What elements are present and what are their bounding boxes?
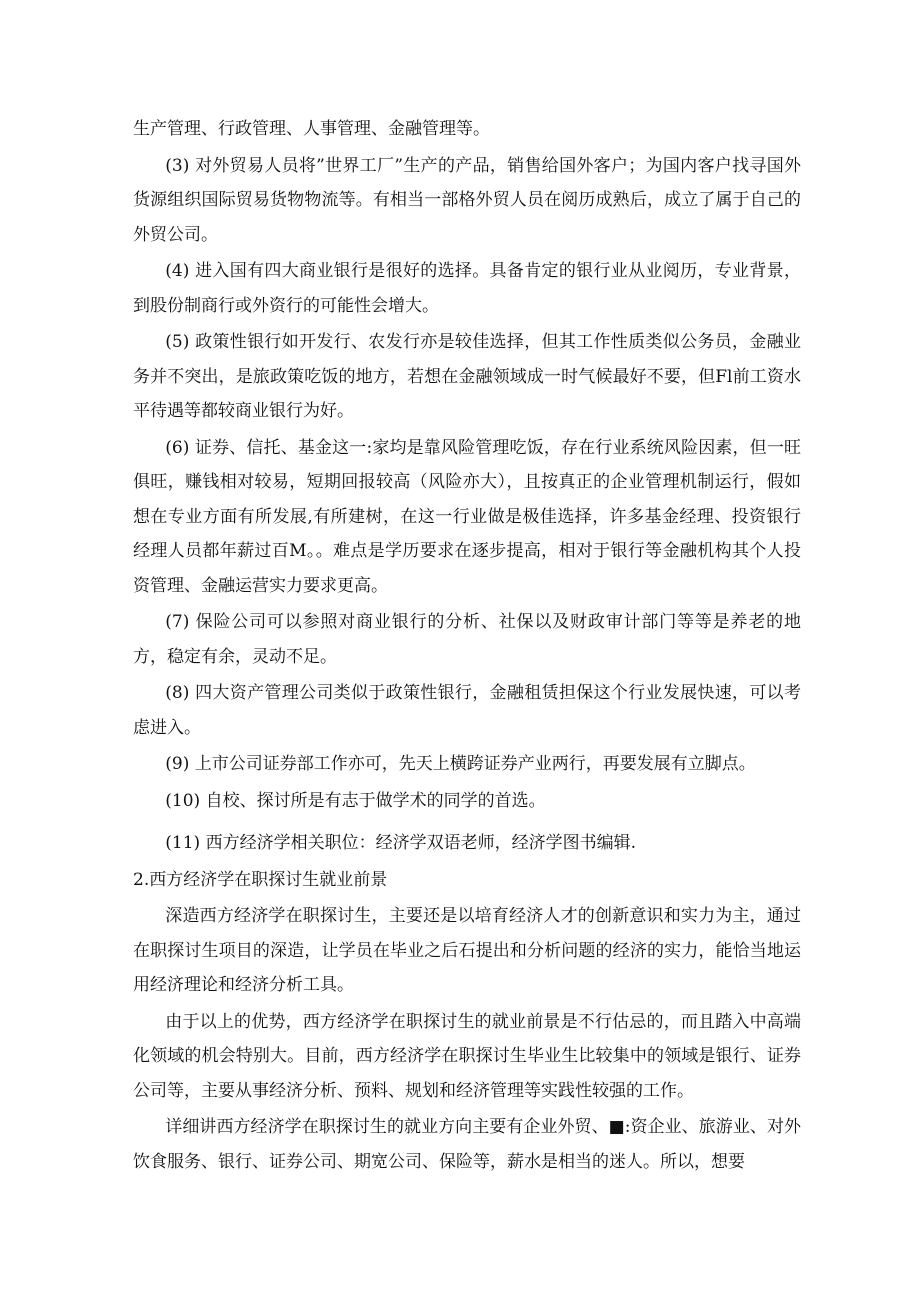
paragraph-item-6: (6) 证券、信托、基金这一:家均是靠风险管理吃饭，存在行业系统风险因素，但一旺俱旺，赚钱相对较易，短期回报较高（风险亦大），且按真正的企业管理机制运行，假如想在专业方面有所发展,有所建树，在这一行业做是极佳选择，许多基金经理、投资银行经理人员都年薪过百M。。难点是学历要求在逐步提高，相对于银行等金融机构其个人投资管理、金融运营实力要求更高。 [133, 437, 801, 596]
paragraph-item-8: (8) 四大资产管理公司类似于政策性银行，金融租赁担保这个行业发展快速，可以考虑进入。 [133, 683, 801, 738]
paragraph-item-11: (11) 西方经济学相关职位：经济学双语老师，经济学图书编辑. [165, 833, 636, 853]
section-heading: 2.西方经济学在职探讨生就业前景 [133, 869, 388, 890]
paragraph-item-3: (3) 对外贸易人员将”世界工厂”生产的产品，销售给国外客户；为国内客户找寻国外货源组织国际贸易货物物流等。有相当一部格外贸人员在阅历成熟后，成立了属于自己的外贸公司。 [133, 155, 801, 245]
paragraph-item-10: (10) 自校、探讨所是有志于做学术的同学的首选。 [165, 790, 546, 811]
paragraph-body: 由于以上的优势，西方经济学在职探讨生的就业前景是不行估忌的，而且踏入中高端化领域的机会特别大。目前，西方经济学在职探讨生毕业生比较集中的领域是银行、证券公司等，主要从事经济分析、预料、规划和经济管理等实践性较强的工作。 [133, 1011, 801, 1101]
document-body [133, 112, 801, 1179]
paragraph-item-4: (4) 进入国有四大商业银行是很好的选择。具备肯定的银行业从业阅历，专业背景，到股份制商行或外资行的可能性会增大。 [133, 261, 801, 316]
paragraph-item-9: (9) 上市公司证券部工作亦可，先天上横跨证券产业两行，再要发展有立脚点。 [165, 754, 756, 774]
paragraph-continuation: 生产管理、行政管理、人事管理、金融管理等。 [133, 119, 490, 139]
paragraph-body: 详细讲西方经济学在职探讨生的就业方向主要有企业外贸、■:资企业、旅游业、对外饮食服务、银行、证券公司、期宽公司、保险等，薪水是相当的迷人。所以，想要 [133, 1117, 801, 1172]
paragraph-item-7: (7) 保险公司可以参照对商业银行的分析、社保以及财政审计部门等等是养老的地方，稳定有余，灵动不足。 [133, 612, 801, 667]
paragraph-item-5: (5) 政策性银行如开发行、农发行亦是较佳选择，但其工作性质类似公务员，金融业务并不突出，是旅政策吃饭的地方，若想在金融领域成一时气候最好不要，但Fl前工资水平待遇等都较商业银行为好。 [133, 332, 801, 421]
paragraph-body: 深造西方经济学在职探讨生，主要还是以培育经济人才的创新意识和实力为主，通过在职探讨生项目的深造，让学员在毕业之后石提出和分析问题的经济的实力，能恰当地运用经济理论和经济分析工具。 [133, 906, 801, 995]
